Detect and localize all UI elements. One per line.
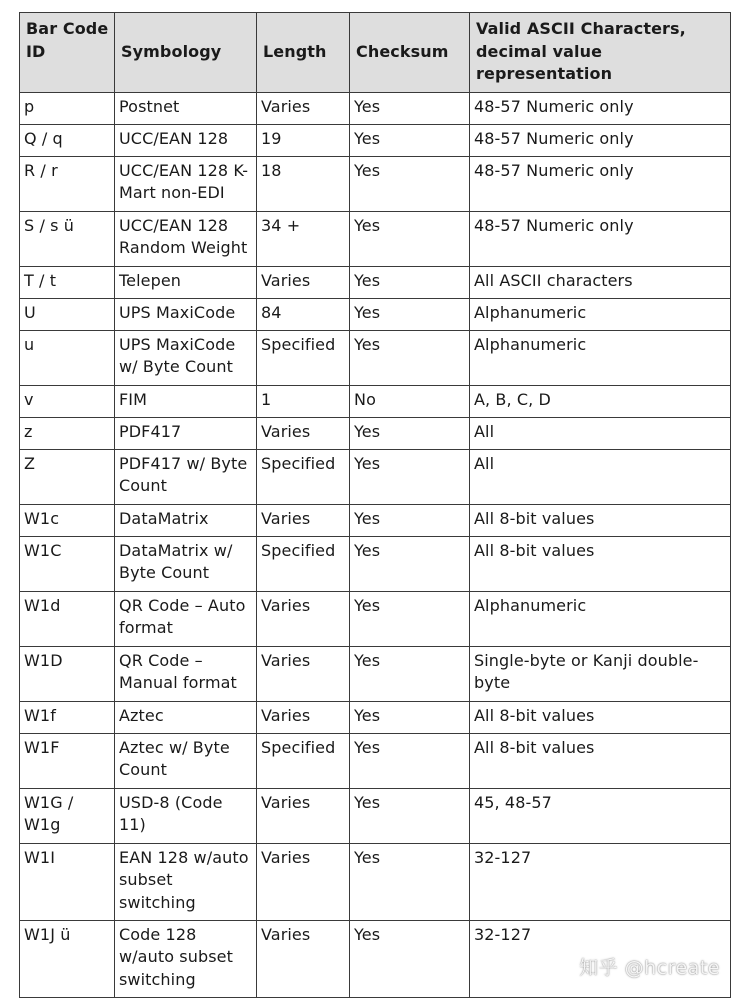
table-row — [20, 733, 731, 788]
table-row — [20, 156, 731, 211]
cell-symbology: DataMatrix w/ Byte Count — [115, 536, 257, 591]
cell-symbology: QR Code – Auto format — [115, 591, 257, 646]
cell-checksum: Yes — [350, 298, 470, 330]
cell-id: W1G / W1g — [20, 788, 115, 843]
cell-valid: Alphanumeric — [470, 298, 731, 330]
cell-length: Specified — [257, 330, 350, 385]
cell-id: R / r — [20, 156, 115, 211]
cell-length: Varies — [257, 701, 350, 733]
cell-id: u — [20, 330, 115, 385]
cell-length: Varies — [257, 646, 350, 701]
table-row — [20, 536, 731, 591]
cell-checksum: Yes — [350, 591, 470, 646]
table-row — [20, 591, 731, 646]
header-row — [20, 13, 731, 93]
cell-symbology: Code 128 w/auto subset switching — [115, 920, 257, 997]
table-row — [20, 788, 731, 843]
cell-id: W1J ü — [20, 920, 115, 997]
cell-checksum: Yes — [350, 156, 470, 211]
cell-checksum: Yes — [350, 504, 470, 536]
cell-length: Specified — [257, 449, 350, 504]
cell-length: 84 — [257, 298, 350, 330]
cell-symbology: PDF417 w/ Byte Count — [115, 449, 257, 504]
cell-id: W1D — [20, 646, 115, 701]
cell-valid: 48-57 Numeric only — [470, 124, 731, 156]
cell-id: W1d — [20, 591, 115, 646]
cell-id: T / t — [20, 266, 115, 298]
cell-length: Varies — [257, 843, 350, 920]
cell-valid: 48-57 Numeric only — [470, 156, 731, 211]
cell-valid: All ASCII characters — [470, 266, 731, 298]
cell-checksum: Yes — [350, 449, 470, 504]
table-row — [20, 843, 731, 920]
cell-symbology: DataMatrix — [115, 504, 257, 536]
cell-id: W1F — [20, 733, 115, 788]
header-symbology: Symbology — [115, 13, 257, 93]
table-row — [20, 449, 731, 504]
table-row — [20, 417, 731, 449]
header-bar-code-id: Bar Code ID — [20, 13, 115, 93]
cell-symbology: FIM — [115, 385, 257, 417]
cell-checksum: Yes — [350, 646, 470, 701]
cell-checksum: Yes — [350, 417, 470, 449]
cell-valid: All 8-bit values — [470, 536, 731, 591]
cell-id: S / s ü — [20, 211, 115, 266]
cell-id: Q / q — [20, 124, 115, 156]
table-row — [20, 646, 731, 701]
cell-checksum: Yes — [350, 920, 470, 997]
table-row — [20, 385, 731, 417]
cell-symbology: USD-8 (Code 11) — [115, 788, 257, 843]
cell-length: Varies — [257, 266, 350, 298]
cell-valid: Alphanumeric — [470, 330, 731, 385]
cell-length: Specified — [257, 733, 350, 788]
header-valid-ascii: Valid ASCII Characters, decimal value representation — [470, 13, 731, 93]
cell-id: p — [20, 92, 115, 124]
cell-checksum: Yes — [350, 92, 470, 124]
cell-length: Varies — [257, 788, 350, 843]
cell-checksum: No — [350, 385, 470, 417]
cell-valid: Alphanumeric — [470, 591, 731, 646]
cell-checksum: Yes — [350, 536, 470, 591]
cell-id: W1C — [20, 536, 115, 591]
cell-symbology: UCC/EAN 128 K-Mart non-EDI — [115, 156, 257, 211]
cell-symbology: Telepen — [115, 266, 257, 298]
cell-valid: All — [470, 449, 731, 504]
cell-symbology: UPS MaxiCode w/ Byte Count — [115, 330, 257, 385]
cell-id: W1I — [20, 843, 115, 920]
cell-valid: 45, 48-57 — [470, 788, 731, 843]
cell-length: Varies — [257, 417, 350, 449]
watermark: 知乎 @hcreate — [579, 957, 720, 979]
header-length: Length — [257, 13, 350, 93]
cell-checksum: Yes — [350, 843, 470, 920]
cell-length: Specified — [257, 536, 350, 591]
cell-length: Varies — [257, 504, 350, 536]
cell-length: 34 + — [257, 211, 350, 266]
table-row — [20, 330, 731, 385]
cell-symbology: QR Code – Manual format — [115, 646, 257, 701]
cell-id: v — [20, 385, 115, 417]
cell-id: U — [20, 298, 115, 330]
table-row — [20, 211, 731, 266]
cell-id: Z — [20, 449, 115, 504]
cell-length: Varies — [257, 920, 350, 997]
table-row — [20, 701, 731, 733]
cell-id: W1f — [20, 701, 115, 733]
cell-length: 18 — [257, 156, 350, 211]
cell-valid: All — [470, 417, 731, 449]
table-header — [20, 13, 731, 93]
table-row — [20, 92, 731, 124]
cell-symbology: EAN 128 w/auto subset switching — [115, 843, 257, 920]
bar-code-table — [19, 12, 731, 998]
cell-checksum: Yes — [350, 788, 470, 843]
cell-id: z — [20, 417, 115, 449]
cell-checksum: Yes — [350, 330, 470, 385]
cell-checksum: Yes — [350, 733, 470, 788]
cell-valid: 32-127 — [470, 843, 731, 920]
cell-symbology: UCC/EAN 128 — [115, 124, 257, 156]
cell-valid: All 8-bit values — [470, 733, 731, 788]
cell-valid: Single-byte or Kanji double-byte — [470, 646, 731, 701]
table-row — [20, 298, 731, 330]
cell-valid: 48-57 Numeric only — [470, 92, 731, 124]
cell-length: 1 — [257, 385, 350, 417]
cell-checksum: Yes — [350, 266, 470, 298]
cell-length: Varies — [257, 92, 350, 124]
table-row — [20, 504, 731, 536]
cell-symbology: PDF417 — [115, 417, 257, 449]
cell-length: Varies — [257, 591, 350, 646]
cell-valid: All 8-bit values — [470, 504, 731, 536]
table-body — [20, 92, 731, 997]
cell-length: 19 — [257, 124, 350, 156]
cell-id: W1c — [20, 504, 115, 536]
cell-valid: All 8-bit values — [470, 701, 731, 733]
cell-symbology: Aztec — [115, 701, 257, 733]
cell-checksum: Yes — [350, 211, 470, 266]
cell-symbology: Aztec w/ Byte Count — [115, 733, 257, 788]
table-row — [20, 124, 731, 156]
cell-checksum: Yes — [350, 701, 470, 733]
table-row — [20, 266, 731, 298]
header-checksum: Checksum — [350, 13, 470, 93]
cell-valid: 32-127 — [470, 920, 731, 997]
cell-symbology: Postnet — [115, 92, 257, 124]
cell-valid: 48-57 Numeric only — [470, 211, 731, 266]
cell-symbology: UPS MaxiCode — [115, 298, 257, 330]
cell-checksum: Yes — [350, 124, 470, 156]
cell-valid: A, B, C, D — [470, 385, 731, 417]
cell-symbology: UCC/EAN 128 Random Weight — [115, 211, 257, 266]
